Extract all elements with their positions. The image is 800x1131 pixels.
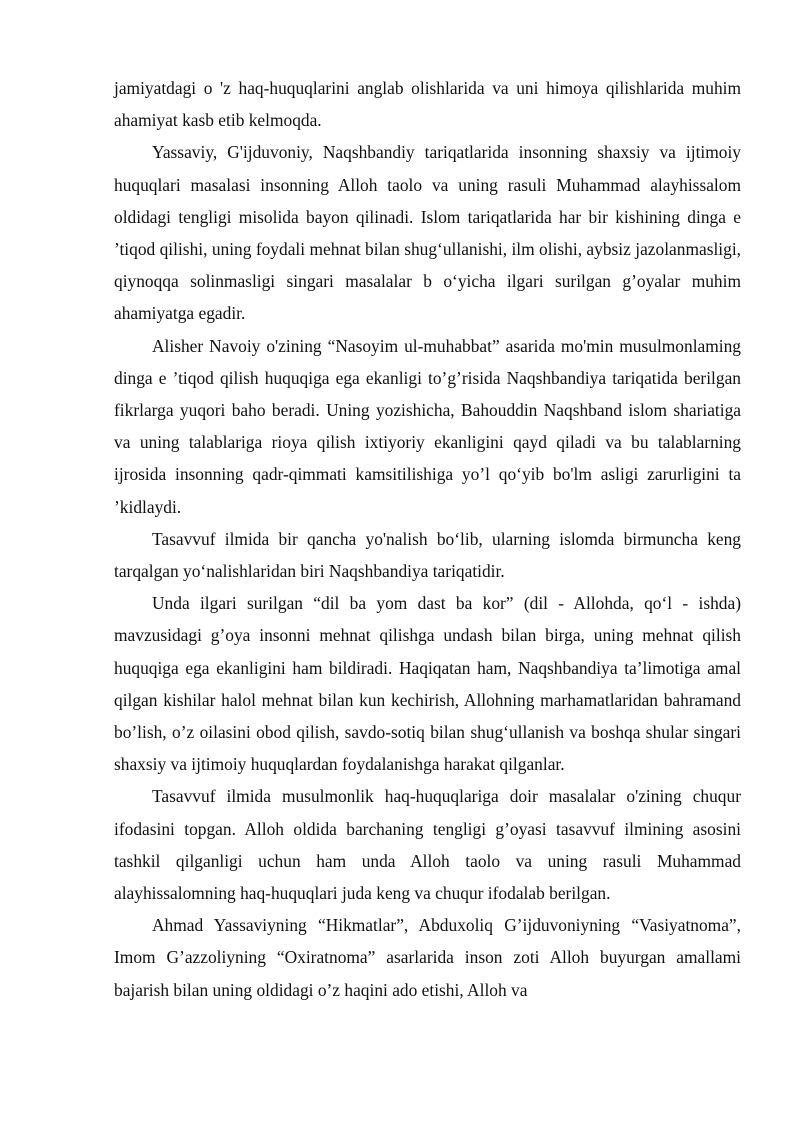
paragraph-3: Alisher Navoiy o'zining “Nasoyim ul-muhabbat” asarida mo'min musulmonlaming dinga e ’tiqod qilish huquqiga ega ekanligi to’g’risida Naqshbandiya tariqatida berilgan fikrlarga yuqori baho beradi. Uning yozishicha, Bahouddin Naqshband islom shariatiga va uning talablariga rioya qilish ixtiyoriy ekanligini qayd qiladi va bu talablarning ijrosida insonning qadr-qimmati kamsitilishiga yo’l qo‘yib bo'lm asligi zarurligini ta ’kidlaydi. [114,335,741,517]
paragraph-5: Unda ilgari surilgan “dil ba yom dast ba kor” (dil - Allohda, qo‘l - ishda) mavzusidagi g’oya insonni mehnat qilishga undash bilan birga, uning mehnat qilish huquqiga ega ekanligini ham bildiradi. Haqiqatan ham, Naqshbandiya ta’limotiga amal qilgan kishilar halol mehnat bilan kun kechirish, Allohning marhamatlaridan bahramand bo’lish, o’z oilasini obod qilish, savdo-sotiq bilan shug‘ullanish va boshqa shular singari shaxsiy va ijtimoiy huquqlardan foydalanishga harakat qilganlar. [114,593,741,775]
paragraph-6: Tasavvuf ilmida musulmonlik haq-huquqlariga doir masalalar o'zining chuqur ifodasini topgan. Alloh oldida barchaning tengligi g’oyasi tasavvuf ilmining asosini tashkil qilganligi uchun ham unda Alloh taolo va uning rasuli Muhammad alayhissalomning haq-huquqlari juda keng va chuqur ifodalab berilgan. [114,786,741,904]
paragraph-1: jamiyatdagi o 'z haq-huquqlarini anglab olishlarida va uni himoya qilishlarida muhim ahamiyat kasb etib kelmoqda. [114,78,741,131]
paragraph-7: Ahmad Yassaviyning “Hikmatlar”, Abduxoliq G’ijduvoniyning “Vasiyatnoma”, Imom G’azzoliyning “Oxiratnoma” asarlarida inson zoti Alloh buyurgan amallami bajarish bilan uning oldidagi o’z haqini ado etishi, Alloh va [114,915,741,1000]
paragraph-2: Yassaviy, G'ijduvoniy, Naqshbandiy tariqatlarida insonning shaxsiy va ijtimoiy huquqlari masalasi insonning Alloh taolo va uning rasuli Muhammad alayhissalom oldidagi tengligi misolida bayon qilinadi. Islom tariqatlarida har bir kishining dinga e ’tiqod qilishi, uning foydali mehnat bilan shug‘ullanishi, ilm olishi, aybsiz jazolanmasligi, qiynoqqa solinmasligi singari masalalar b o‘yicha ilgari surilgan g’oyalar muhim ahamiyatga egadir. [114,142,741,324]
paragraph-4: Tasavvuf ilmida bir qancha yo'nalish bo‘lib, ularning islomda birmuncha keng tarqalgan yo‘nalishlaridan biri Naqshbandiya tariqatidir. [114,528,741,582]
document-page [114,72,741,1006]
